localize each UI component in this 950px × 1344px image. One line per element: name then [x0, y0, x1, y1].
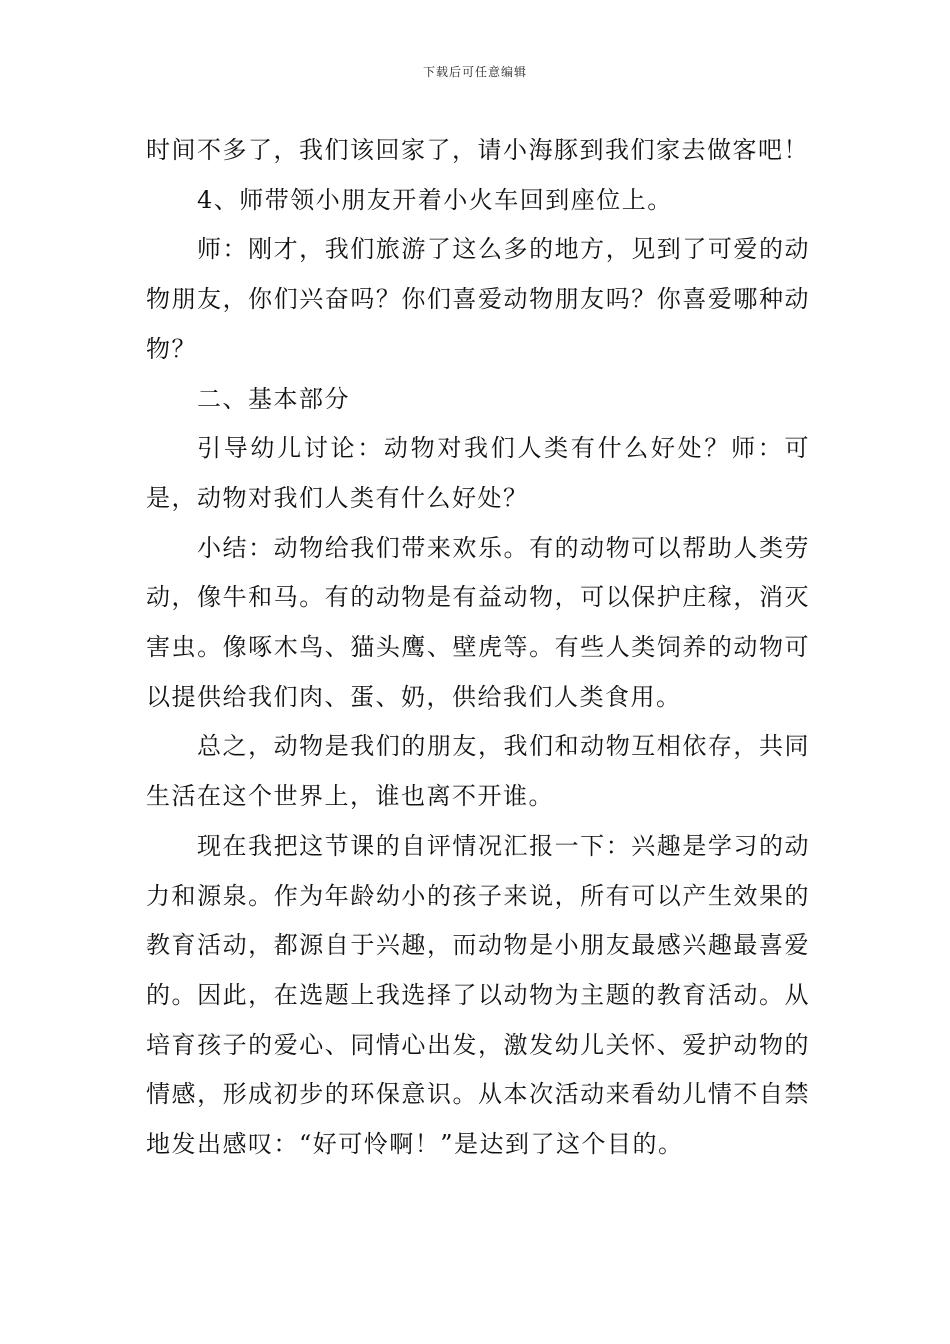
paragraph: 时间不多了，我们该回家了，请小海豚到我们家去做客吧！ — [146, 136, 809, 164]
paragraph: 4、师带领小朋友开着小火车回到座位上。 — [197, 185, 673, 214]
header-note: 下载后可任意编辑 — [422, 65, 527, 79]
paragraph: 现在我把这节课的自评情况汇报一下：兴趣是学习的动力和源泉。作为年龄幼小的孩子来说，所有可以产生效果的教育活动，都源自于兴趣，而动物是小朋友最感兴趣最喜爱的。因此，在选题上我选择了以动物为主题的教育活动。从培育孩子的爱心、同情心出发，激发幼儿关怀、爱护动物的情感，形成初步的环保意识。从本次活动来看幼儿情不自禁地发出感叹：“好可怜啊！”是达到了这个目的。 — [146, 831, 810, 1159]
paragraph: 师：刚才，我们旅游了这么多的地方，见到了可爱的动物朋友，你们兴奋吗？你们喜爱动物朋友吗？你喜爱哪种动物？ — [146, 235, 810, 363]
document-body — [146, 126, 810, 1170]
paragraph: 总之，动物是我们的朋友，我们和动物互相依存，共同生活在这个世界上，谁也离不开谁。 — [146, 732, 810, 811]
paragraph: 引导幼儿讨论：动物对我们人类有什么好处？师：可是，动物对我们人类有什么好处？ — [146, 434, 810, 512]
paragraph: 小结：动物给我们带来欢乐。有的动物可以帮助人类劳动，像牛和马。有的动物是有益动物，可以保护庄稼，消灭害虫。像啄木鸟、猫头鹰、壁虎等。有些人类饲养的动物可以提供给我们肉、蛋、奶，供给我们人类食用。 — [146, 533, 810, 711]
section-heading: 二、基本部分 — [197, 384, 350, 413]
